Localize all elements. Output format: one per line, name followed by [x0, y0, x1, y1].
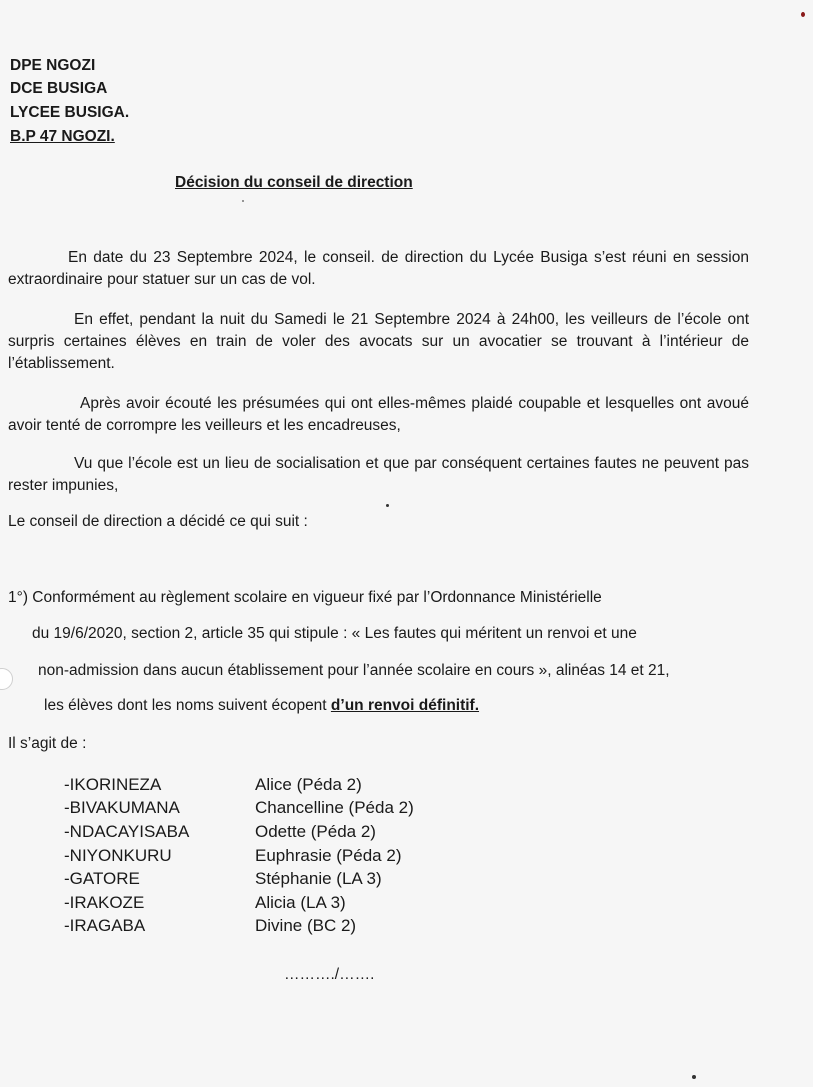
student-surname: -GATORE	[64, 869, 140, 888]
article-line-4	[44, 697, 479, 715]
document-title: Décision du conseil de direction	[175, 174, 413, 191]
ink-speck	[242, 200, 244, 202]
paragraph-hearing: Après avoir écouté les présumées qui ont elles-mêmes plaidé coupable et lesquelles ont avoué avoir tenté de corrompre les veilleurs et les encadreuses,	[8, 395, 749, 434]
ink-speck	[801, 12, 805, 17]
student-firstname-class: Divine (BC 2)	[255, 916, 357, 935]
header-lycee: LYCEE BUSIGA.	[10, 104, 130, 121]
student-firstname-class: Stéphanie (LA 3)	[255, 869, 382, 888]
student-surname: -BIVAKUMANA	[64, 798, 180, 817]
article-line-4-text: les élèves dont les noms suivent écopent	[44, 697, 331, 714]
list-intro: Il s’agit de :	[8, 735, 87, 752]
ink-speck	[692, 1075, 696, 1079]
header-dpe: DPE NGOZI	[10, 57, 96, 74]
article-line-3: non-admission dans aucun établissement pour l’année scolaire en cours », alinéas 14 et 21,	[38, 662, 670, 679]
paragraph-considering: Vu que l’école est un lieu de socialisation et que par conséquent certaines fautes ne peuvent pas rester impunies,	[8, 455, 749, 494]
student-firstname-class: Chancelline (Péda 2)	[255, 798, 414, 817]
student-firstname-class: Euphrasie (Péda 2)	[255, 846, 402, 865]
student-surname: -NDACAYISABA	[64, 822, 190, 841]
student-firstname-class: Odette (Péda 2)	[255, 822, 376, 841]
continuation-mark: ………./…….	[284, 966, 375, 983]
header-dce: DCE BUSIGA	[10, 80, 108, 97]
article-line-1: 1°) Conformément au règlement scolaire en vigueur fixé par l’Ordonnance Ministérielle	[8, 589, 602, 606]
paragraph-incident: En effet, pendant la nuit du Samedi le 21 Septembre 2024 à 24h00, les veilleurs de l’école ont surpris certaines élèves en train de voler des avocats sur un avocatier se trouvant à l’intérieur de l’établissement.	[8, 311, 749, 372]
student-surname: -IRAKOZE	[64, 893, 145, 912]
student-surname: -NIYONKURU	[64, 846, 172, 865]
sanction-emphasis: d’un renvoi définitif.	[330, 697, 480, 714]
student-firstname-class: Alicia (LA 3)	[255, 893, 346, 912]
paragraph-decision-intro: Le conseil de direction a décidé ce qui suit :	[8, 513, 308, 530]
student-surname: -IRAGABA	[64, 916, 146, 935]
paragraph-meeting: En date du 23 Septembre 2024, le conseil. de direction du Lycée Busiga s’est réuni en session extraordinaire pour statuer sur un cas de vol.	[8, 249, 749, 288]
student-firstname-class: Alice (Péda 2)	[255, 775, 362, 794]
article-line-2: du 19/6/2020, section 2, article 35 qui stipule : « Les fautes qui méritent un renvoi et une	[32, 625, 637, 642]
ink-speck	[386, 504, 389, 507]
punch-hole-mark	[0, 668, 13, 690]
student-surname: -IKORINEZA	[64, 775, 162, 794]
header-bp: B.P 47 NGOZI.	[10, 128, 115, 145]
